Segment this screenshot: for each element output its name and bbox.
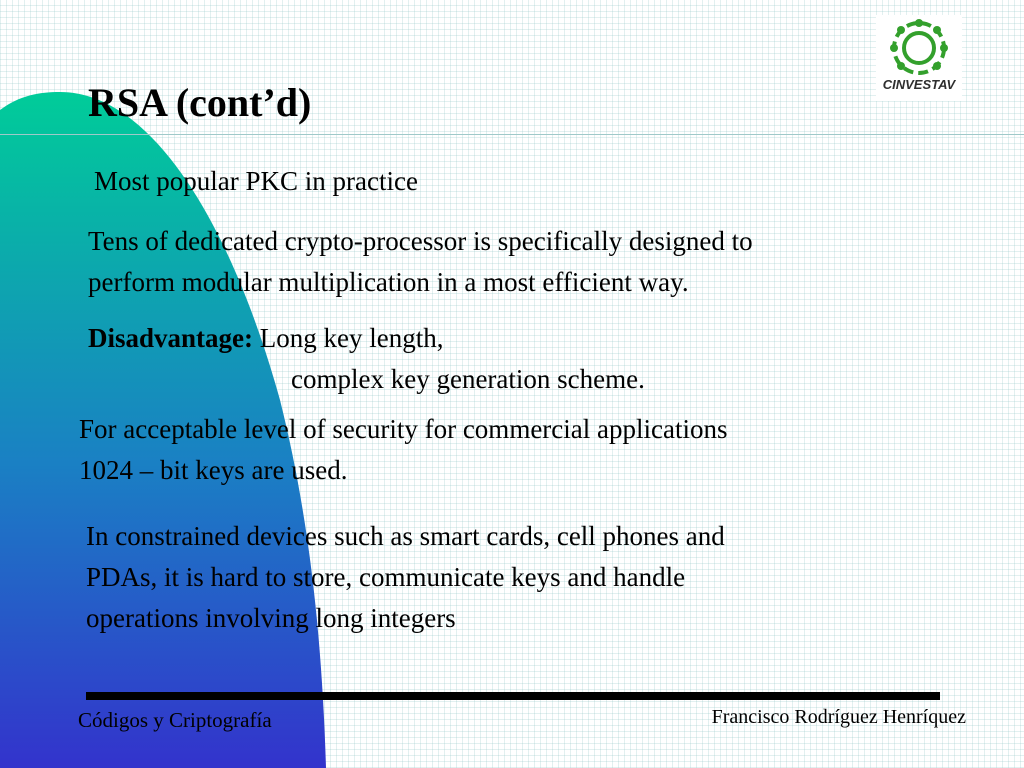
footer-divider	[86, 692, 940, 700]
cinvestav-logo	[876, 15, 962, 101]
bullet-constrained-line3: operations involving long integers	[86, 603, 456, 633]
bullet-constrained-line2: PDAs, it is hard to store, communicate keys and handle	[86, 562, 686, 592]
footer-author: Francisco Rodríguez Henríquez	[711, 706, 966, 728]
disadvantage-text-1: Long key length,	[259, 323, 444, 353]
bullet-security-line2: 1024 – bit keys are used.	[79, 455, 348, 485]
disadvantage-line1	[88, 318, 443, 359]
bullet-security-line1: For acceptable level of security for commercial applications	[79, 414, 728, 444]
disadvantage-label: Disadvantage:	[88, 323, 254, 353]
disadvantage-text-2: complex key generation scheme.	[291, 364, 645, 394]
bullet-crypto-processor-line1: Tens of dedicated crypto-processor is specifically designed to	[88, 226, 753, 256]
slide-title: RSA (cont’d)	[88, 80, 312, 125]
footer-course: Códigos y Criptografía	[78, 708, 272, 732]
bullet-crypto-processor-line2: perform modular multiplication in a most efficient way.	[88, 267, 689, 297]
title-divider	[0, 134, 1024, 135]
logo-label: CINVESTAV	[882, 77, 956, 92]
bullet-popular: Most popular PKC in practice	[94, 166, 418, 196]
cinvestav-logo-icon	[876, 15, 962, 77]
bullet-constrained-line1: In constrained devices such as smart cards, cell phones and	[86, 521, 725, 551]
disadvantage-line2	[88, 359, 645, 400]
